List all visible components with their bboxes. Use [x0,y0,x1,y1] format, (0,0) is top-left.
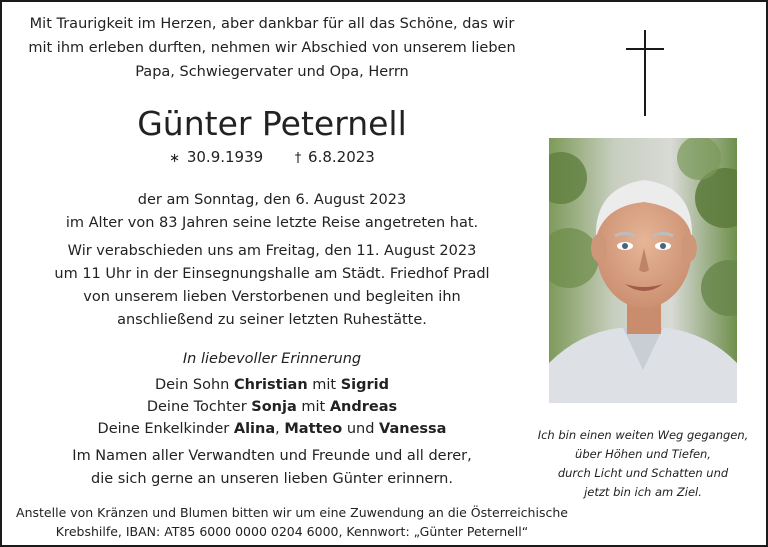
family-label: und [346,421,375,437]
poem-line: durch Licht und Schatten und [557,466,729,480]
intro-line: Mit Traurigkeit im Herzen, aber dankbar für all das Schöne, das wir [29,16,515,32]
family-label: mit [301,399,326,415]
farewell-line: von unserem lieben Verstorbenen und begleiten ihn [83,289,461,305]
poem-line: über Höhen und Tiefen, [575,447,711,461]
family-label: mit [312,377,337,393]
poem-text [530,426,756,502]
donation-line: Krebshilfe, IBAN: AT85 6000 0000 0204 6000, Kennwort: „Günter Peternell“ [55,524,529,539]
family-member-name: Matteo [284,421,343,437]
thanks-line: Im Namen aller Verwandten und Freunde und all derer, [72,448,472,464]
birth-date: 30.9.1939 [186,148,264,166]
family-member-name: Alina [233,421,276,437]
intro-line: mit ihm erleben durften, nehmen wir Abschied von unserem lieben [28,40,516,56]
death-date: 6.8.2023 [308,148,375,166]
donation-line: Anstelle von Kränzen und Blumen bitten wir um eine Zuwendung an die Österreichische [16,505,568,520]
farewell-text [22,240,522,332]
intro-text [22,12,522,84]
memory-heading: In liebevoller Erinnerung [182,351,362,367]
family-label: Deine Enkelkinder [97,421,230,437]
death-cross-icon: † [294,151,302,166]
birth-star-icon: ∗ [169,151,181,166]
portrait-image [549,138,737,403]
family-grandchildren [22,418,522,440]
farewell-line: um 11 Uhr in der Einsegnungshalle am Städt. Friedhof Pradl [54,266,490,282]
family-label: Deine Tochter [146,399,247,415]
portrait-photo [549,138,737,403]
family-member-name: Andreas [329,399,398,415]
thanks-line: die sich gerne an unseren lieben Günter erinnern. [91,471,453,487]
passing-line: im Alter von 83 Jahren seine letzte Reise angetreten hat. [65,215,479,231]
family-member-name: Sonja [251,399,297,415]
farewell-line: anschließend zu seiner letzten Ruhestätte. [117,312,427,328]
cross-icon [626,30,664,116]
family-member-name: Sigrid [340,377,390,393]
life-dates [22,146,522,170]
poem-line: Ich bin einen weiten Weg gegangen, [537,428,749,442]
passing-text [22,189,522,235]
family-member-name: Vanessa [379,421,447,437]
family-member-name: Christian [233,377,308,393]
farewell-line: Wir verabschieden uns am Freitag, den 11. August 2023 [67,243,477,259]
family-separator: , [275,421,280,437]
thanks-text [22,445,522,491]
poem-line: jetzt bin ich am Ziel. [584,485,702,499]
family-son [22,374,522,396]
deceased-name: Günter Peternell [137,104,407,143]
family-list [22,374,522,440]
passing-line: der am Sonntag, den 6. August 2023 [137,192,407,208]
donation-note [12,503,572,541]
family-daughter [22,396,522,418]
intro-line: Papa, Schwiegervater und Opa, Herrn [135,64,409,80]
family-label: Dein Sohn [154,377,230,393]
